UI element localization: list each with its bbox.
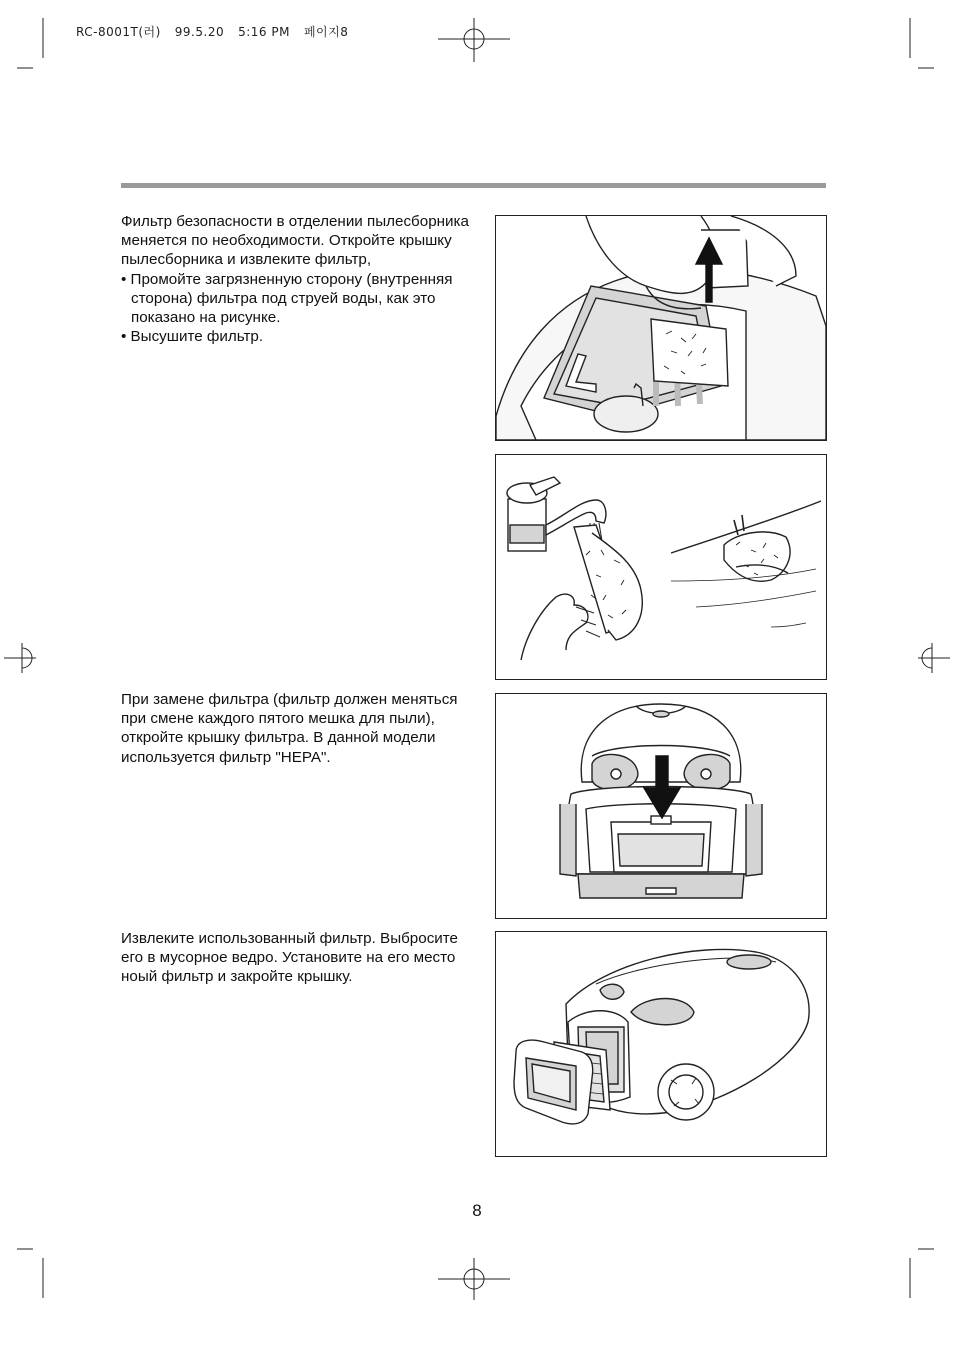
hepa-replace-text: [121, 929, 481, 987]
safety-filter-intro: Фильтр безопасности в отделении пылесборника меняется по необходимости. Откройте крышку пылесборника и извлеките фильтр,: [121, 213, 469, 269]
hepa-cover-illustration: [496, 694, 826, 918]
header-model: RC-8001T(러): [76, 25, 161, 39]
figure-open-hepa-cover: [495, 693, 827, 919]
figure-replace-hepa-filter: [495, 931, 827, 1157]
dust-compartment-illustration: [496, 216, 826, 440]
header-date: 99.5.20: [174, 25, 225, 39]
safety-filter-text: [121, 212, 481, 346]
safety-filter-bullet-dry: • Высушите фильтр.: [121, 328, 264, 346]
page-number: 8: [472, 1201, 482, 1220]
safety-filter-bullet-wash: • Промойте загрязненную сторону (внутренняя сторона) фильтра под струей воды, как это показано на рисунке.: [121, 270, 453, 327]
hepa-replace-illustration: [496, 932, 826, 1156]
figure-remove-safety-filter: [495, 215, 827, 441]
wash-dry-illustration: [496, 455, 826, 679]
section-rule: [121, 183, 826, 188]
figure-wash-and-dry-filter: [495, 454, 827, 680]
header-time: 5:16 PM: [238, 25, 290, 39]
hepa-open-paragraph: При замене фильтра (фильтр должен меняться при смене каждого пятого мешка для пыли), откройте крышку фильтра. В данной модели используется фильтр "HEPA".: [121, 691, 458, 766]
hepa-replace-paragraph: Извлеките использованный фильтр. Выбросите его в мусорное ведро. Установите на его место ноый фильтр и закройте крышку.: [121, 930, 459, 986]
hepa-open-text: [121, 690, 481, 767]
header-page-label: 페이지8: [303, 25, 349, 39]
